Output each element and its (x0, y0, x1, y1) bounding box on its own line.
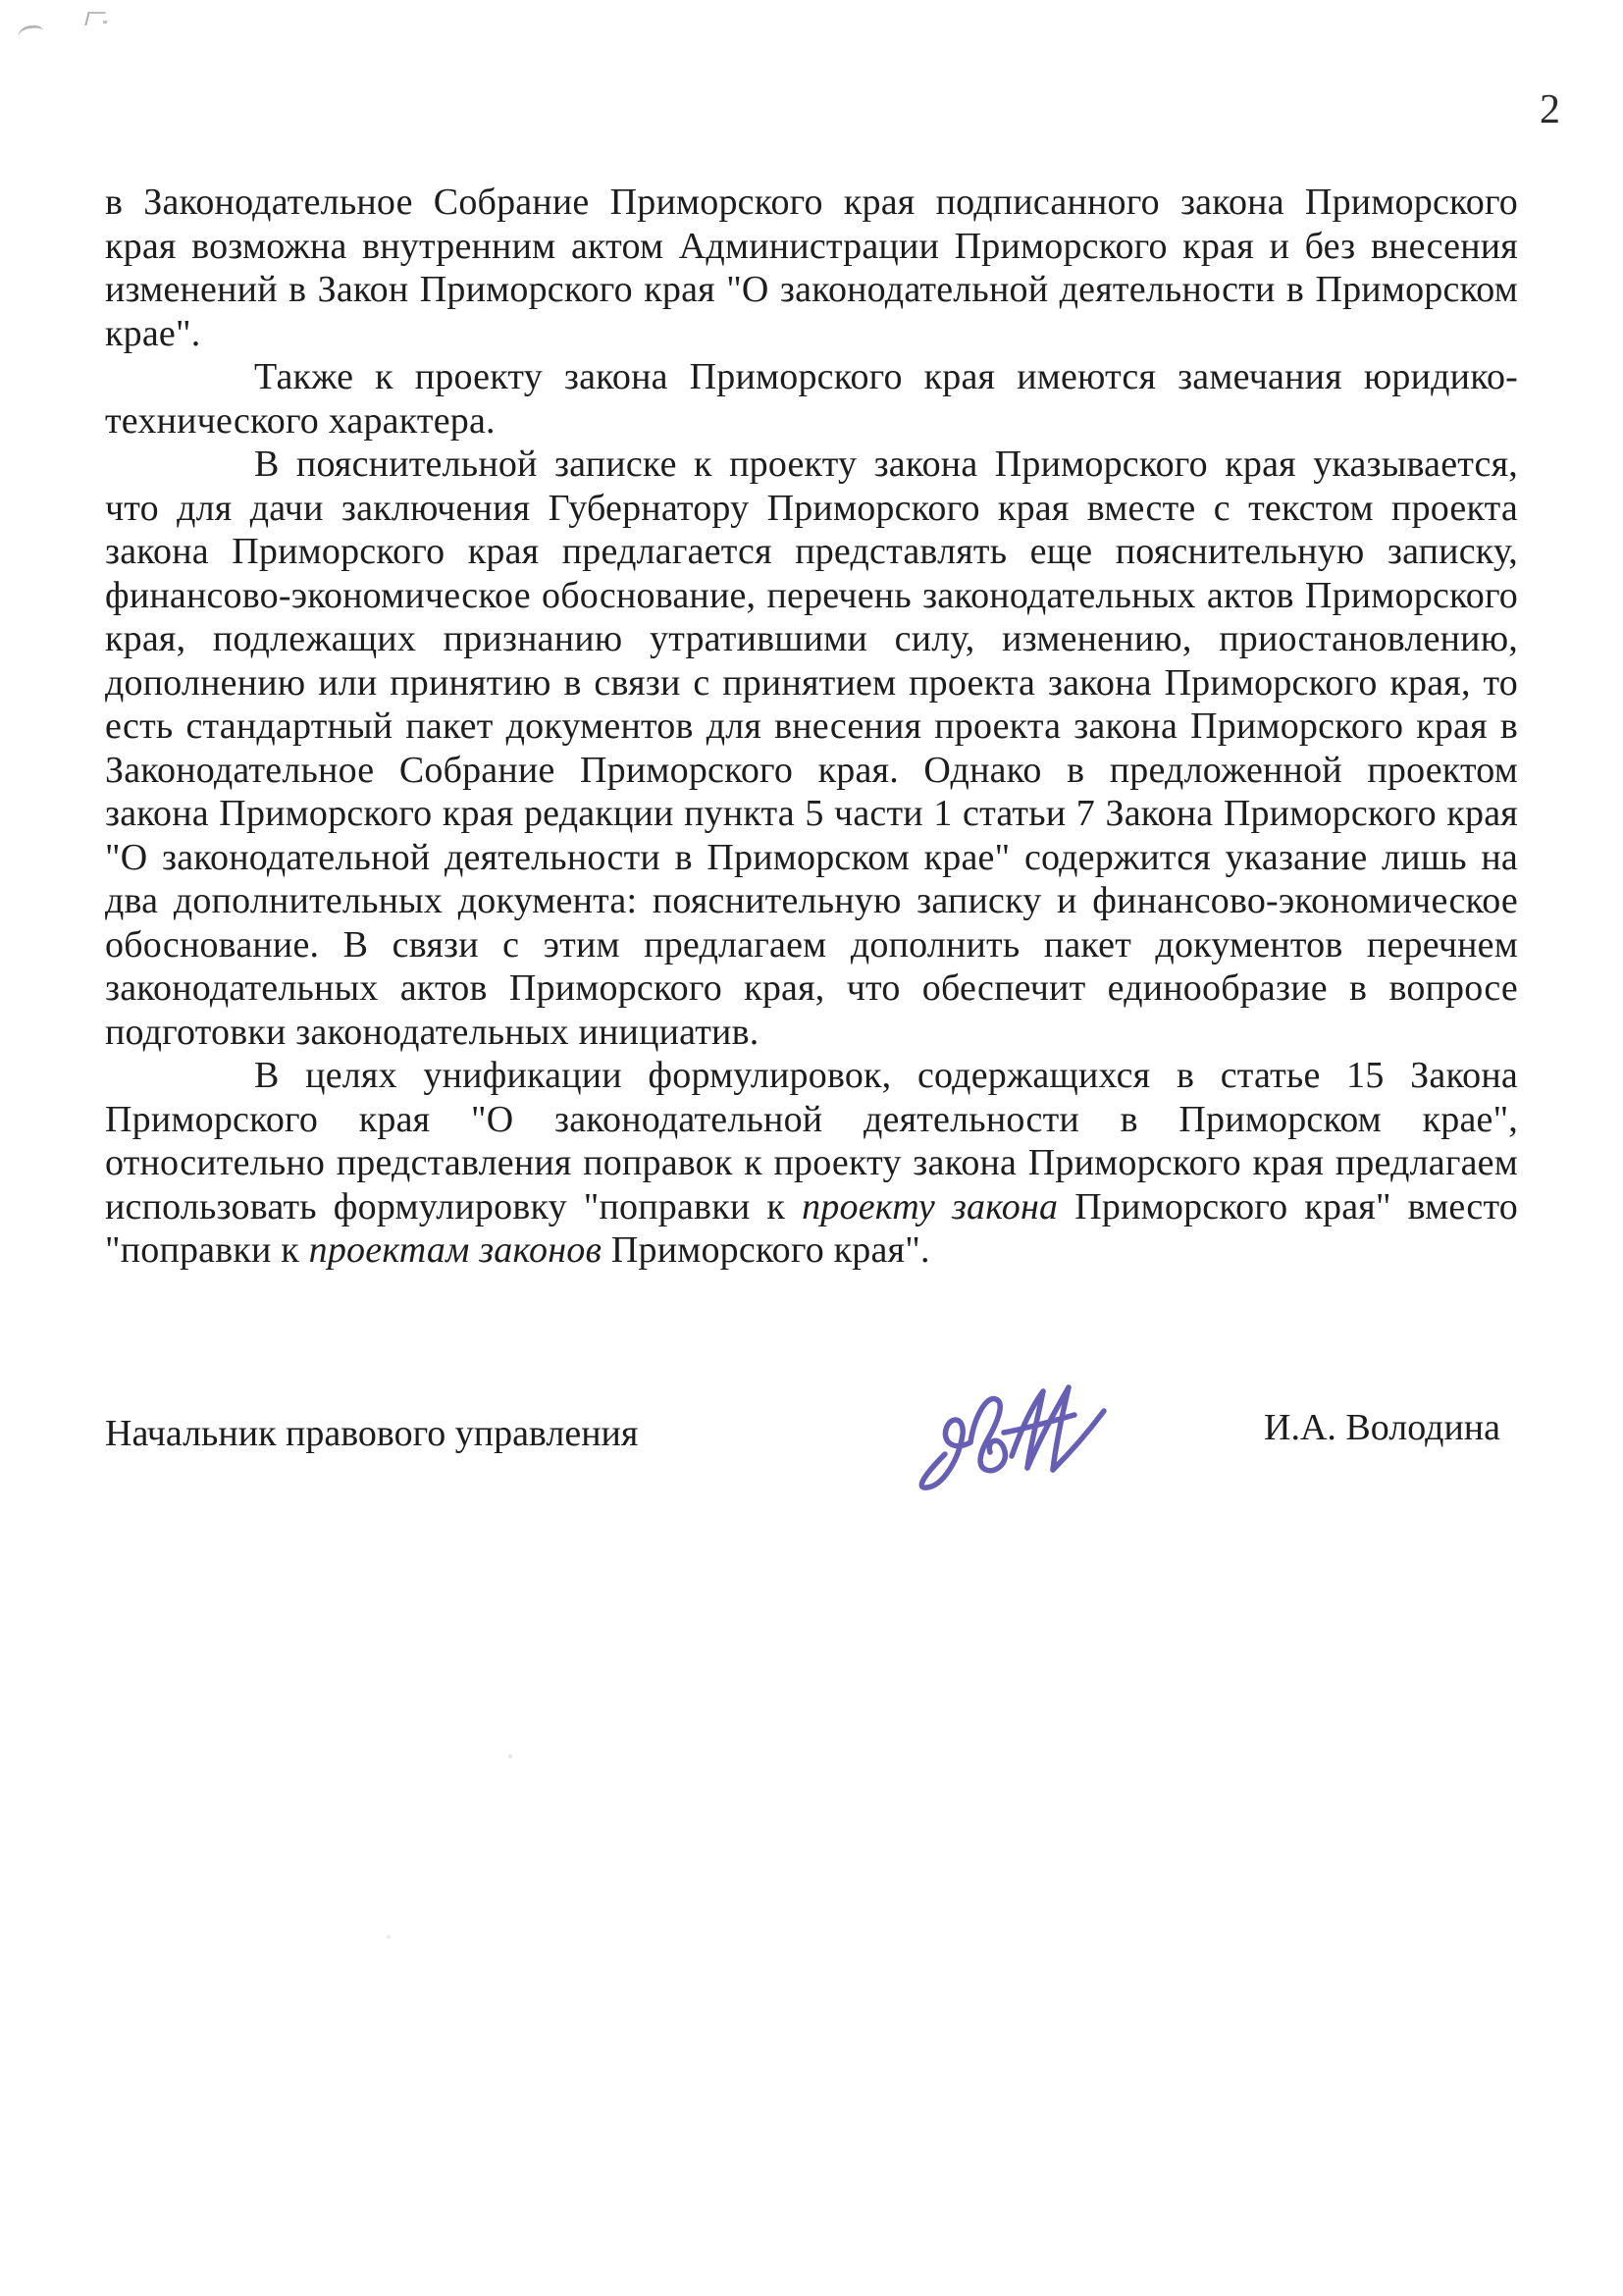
paragraph (105, 443, 1518, 1054)
paragraph-text: Приморского края". (602, 1229, 930, 1271)
paragraph-text: в Законодательное Собрание Приморского края подписанного закона Приморского края возможна внутренним актом Администрации Приморского края и без внесения изменений в Закон Приморского края "О законодательной деятельности в Приморском крае". (105, 182, 1518, 354)
scan-artifact (17, 25, 43, 38)
paragraph-text: Приморского края" вместо "поправки к (105, 1185, 1518, 1271)
page-number: 2 (1540, 87, 1560, 132)
scan-artifact (508, 1754, 512, 1758)
signatory-position-label: Начальник правового управления (105, 1413, 639, 1454)
signatory-name: И.А. Володина (1264, 1407, 1500, 1448)
paragraph (105, 181, 1518, 355)
document-body (105, 181, 1518, 1273)
paragraph-text: В пояснительной записке к проекту закона Приморского края указывается, что для дачи заключения Губернатору Приморского края вместе с текстом проекта закона Приморского края предлагается представлять еще пояснительную записку, финансово-экономическое обоснование, перечень законодательных актов Приморского края, подлежащих признанию утратившими силу, изменению, приостановлению, дополнению или принятию в связи с принятием проекта закона Приморского края, то есть стандартный пакет документов для внесения проекта закона Приморского края в Законодательное Собрание Приморского края. Однако в предложенной проектом закона Приморского края редакции пункта 5 части 1 статьи 7 Закона Приморского края "О законодательной деятельности в Приморском крае" содержится указание лишь на два дополнительных документа: пояснительную записку и финансово-экономическое обоснование. В связи с этим предлагаем дополнить пакет документов перечнем законодательных актов Приморского края, что обеспечит единообразие в вопросе подготовки законодательных инициатив. (105, 444, 1518, 1053)
paragraph-text: В целях унификации формулировок, содержащихся в статье 15 Закона Приморского края "О законодательной деятельности в Приморском крае", относительно представления поправок к проекту закона Приморского края предлагаем использовать формулировку "поправки к (105, 1055, 1518, 1227)
handwritten-signature-icon (902, 1370, 1118, 1507)
paragraph-text-italic: проектам законов (308, 1229, 602, 1271)
paragraph (105, 1054, 1518, 1273)
paragraph (105, 355, 1518, 443)
paragraph-text-italic: проекту закона (802, 1185, 1059, 1227)
scan-artifact (84, 12, 105, 26)
paragraph-text: Также к проекту закона Приморского края имеются замечания юридико-технического характера. (105, 356, 1518, 442)
scan-artifact (387, 1935, 391, 1939)
